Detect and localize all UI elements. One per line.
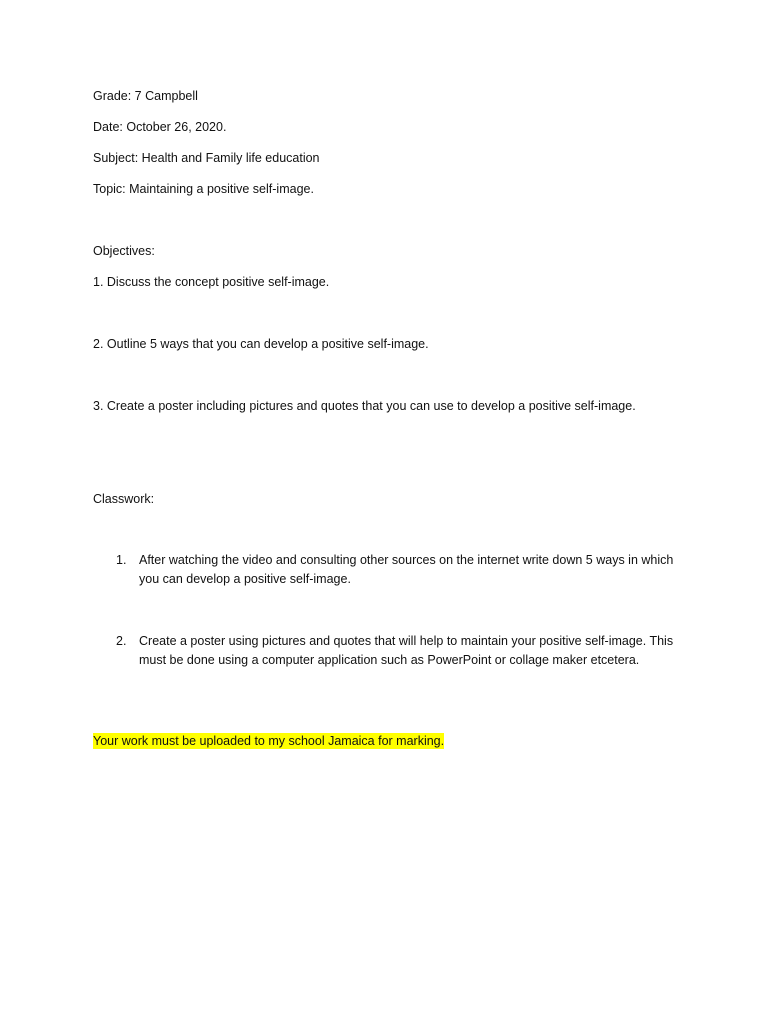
topic-line: Topic: Maintaining a positive self-image.: [93, 182, 314, 196]
upload-notice: [93, 733, 444, 749]
objectives-heading: Objectives:: [93, 244, 155, 258]
classwork-item-text: After watching the video and consulting other sources on the internet write down 5 ways in which you can develop a positive self-image.: [139, 553, 674, 586]
date-line: Date: October 26, 2020.: [93, 120, 227, 134]
grade-line: Grade: 7 Campbell: [93, 89, 198, 103]
objective-item-3: 3. Create a poster including pictures and quotes that you can use to develop a positive self-image.: [93, 399, 636, 413]
objective-item-1: 1. Discuss the concept positive self-image.: [93, 275, 330, 289]
subject-line: Subject: Health and Family life education: [93, 151, 320, 165]
classwork-item-text: Create a poster using pictures and quotes that will help to maintain your positive self-image. This must be done using a computer application such as PowerPoint or collage maker etcetera.: [139, 634, 674, 667]
highlighted-notice-text: Your work must be uploaded to my school Jamaica for marking.: [93, 734, 445, 748]
objective-item-2: 2. Outline 5 ways that you can develop a positive self-image.: [93, 337, 429, 351]
classwork-heading: Classwork:: [93, 492, 155, 506]
classwork-item-number: 2.: [116, 634, 127, 648]
classwork-item-number: 1.: [116, 553, 127, 567]
